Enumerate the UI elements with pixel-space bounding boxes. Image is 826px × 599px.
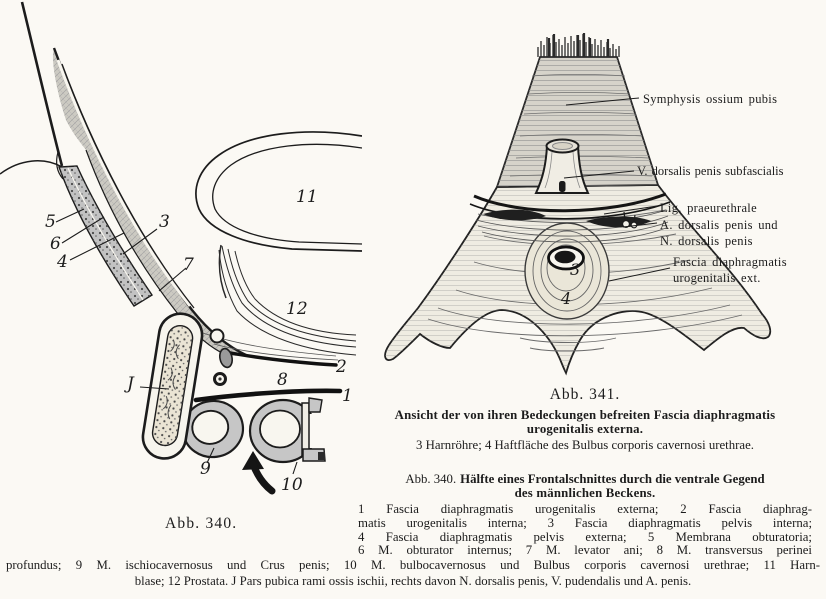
figure341-number-3: 3 (570, 260, 581, 279)
figure-number-1: 1 (342, 386, 353, 406)
figure-number-10: 10 (281, 475, 303, 495)
caption-abb340-title-line2: des männlichen Beckens. (514, 485, 656, 500)
pelvic-wall-lines (0, 2, 63, 179)
bladder-outline (196, 132, 362, 251)
figure-abb341-drawing (380, 8, 826, 390)
key-line-2: matis urogenitalis interna; 3 Fascia diaphragmatis pelvis interna; (358, 515, 812, 530)
caption-abb341-heading: Abb. 341. (549, 386, 621, 403)
figure-caption-abb340: Abb. 340. (165, 515, 238, 532)
label-a-dorsalis: A. dorsalis penis und (660, 218, 778, 232)
figure341-number-4: 4 (561, 289, 572, 308)
footer-caption-line1: profundus; 9 M. ischiocavernosus und Crus penis; 10 M. bulbocavernosus und Bulbus corporis cavernosi urethrae; 11 Harn- (6, 558, 820, 572)
label-symphysis: Symphysis ossium pubis (643, 92, 778, 106)
figure-abb340-drawing (0, 0, 362, 552)
label-lig-praeurethrale: Lig. praeurethrale (660, 201, 757, 215)
ring-10 (250, 398, 341, 462)
figure-number-j: J (127, 374, 134, 394)
figure-number-6: 6 (50, 234, 61, 254)
label-n-dorsalis: N. dorsalis penis (660, 234, 753, 248)
key-line-1: 1 Fascia diaphragmatis urogenitalis externa; 2 Fascia diaphrag- (358, 502, 812, 517)
vessel-circles (211, 330, 234, 385)
caption-column (358, 386, 812, 558)
caption-abb341-title-line1: Ansicht der von ihren Bedeckungen befreiten Fascia diaphragmatis (394, 408, 776, 422)
label-v-dorsalis: V. dorsalis penis subfascialis (637, 164, 784, 178)
figure-number-7: 7 (183, 255, 194, 275)
figure-number-5: 5 (45, 212, 56, 232)
caption-abb340-key-lines (358, 503, 812, 558)
label-fascia-line2: urogenitalis ext. (673, 271, 761, 285)
caption-abb341-title-line2: urogenitalis externa. (526, 422, 644, 437)
figure-number-3: 3 (159, 212, 170, 232)
figure-number-8: 8 (277, 370, 288, 390)
caption-abb340-title-line1 (358, 472, 812, 486)
figure-number-12: 12 (286, 299, 308, 319)
caption-abb340-prefix: Abb. 340. (405, 471, 457, 486)
label-fascia-line1: Fascia diaphragmatis (673, 255, 787, 269)
key-line-3: 4 Fascia diaphragmatis pelvis externa; 5 Membrana obturatoria; (358, 529, 812, 544)
figure-number-11: 11 (296, 187, 318, 207)
caption-abb341-key: 3 Harnröhre; 4 Haftfläche des Bulbus corporis cavernosi urethrae. (416, 438, 754, 453)
caption-abb340-bold1: Hälfte eines Frontalschnittes durch die ventrale Gegend (460, 471, 765, 486)
figure-number-4: 4 (57, 252, 68, 272)
footer-caption-line2: blase; 12 Prostata. J Pars pubica rami ossis ischii, rechts davon N. dorsalis penis, V. pudendalis und A. penis. (134, 574, 692, 588)
fascia-line-1 (196, 391, 340, 400)
figure-number-2: 2 (336, 357, 347, 377)
figure-number-9: 9 (200, 459, 211, 479)
key-line-4: 6 M. obturator internus; 7 M. levator ani; 8 M. transversus perinei (358, 543, 812, 558)
